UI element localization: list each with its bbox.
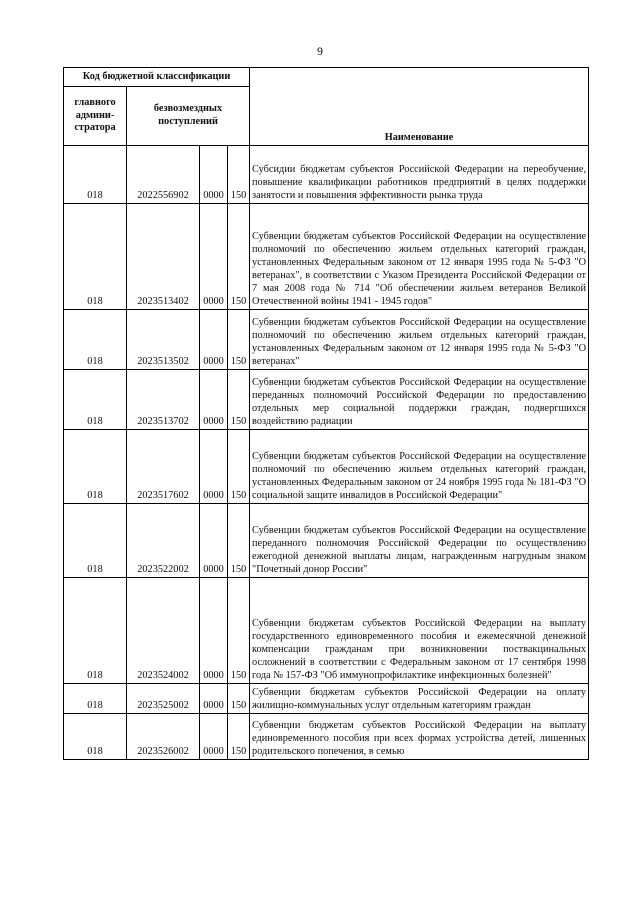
- cell-code: 2023525002: [127, 684, 200, 714]
- table-row: [64, 578, 589, 684]
- cell-name: Субвенции бюджетам субъектов Российской Федерации на оплату жилищно-коммунальных услуг отдельным категориям граждан: [250, 684, 589, 714]
- cell-end: 150: [228, 504, 250, 578]
- header-group: Код бюджетной классификации: [64, 68, 250, 87]
- cell-mid: 0000: [200, 146, 228, 204]
- cell-admin: 018: [64, 504, 127, 578]
- cell-end: 150: [228, 430, 250, 504]
- cell-mid: 0000: [200, 714, 228, 760]
- cell-code: 2023517602: [127, 430, 200, 504]
- cell-mid: 0000: [200, 370, 228, 430]
- table-row: [64, 146, 589, 204]
- cell-mid: 0000: [200, 204, 228, 310]
- table-row: [64, 310, 589, 370]
- header-receipts: безвозмездных поступлений: [127, 87, 250, 146]
- cell-mid: 0000: [200, 684, 228, 714]
- cell-end: 150: [228, 684, 250, 714]
- cell-end: 150: [228, 310, 250, 370]
- table-row: [64, 370, 589, 430]
- cell-code: 2022556902: [127, 146, 200, 204]
- cell-end: 150: [228, 370, 250, 430]
- cell-admin: 018: [64, 578, 127, 684]
- table-row: [64, 204, 589, 310]
- cell-name: Субвенции бюджетам субъектов Российской Федерации на осуществление полномочий по обеспечению жильем отдельных категорий граждан, установленных Федеральным законом от 12 января 1995 года № 5-ФЗ "О ветеранах": [250, 310, 589, 370]
- cell-name: Субвенции бюджетам субъектов Российской Федерации на выплату единовременного пособия при всех формах устройства детей, лишенных родительского попечения, в семью: [250, 714, 589, 760]
- cell-end: 150: [228, 204, 250, 310]
- cell-code: 2023526002: [127, 714, 200, 760]
- cell-name: Субвенции бюджетам субъектов Российской Федерации на осуществление переданного полномочия Российской Федерации по осуществлению ежегодной денежной выплаты лицам, награжденным нагрудным знаком "Почетный донор России": [250, 504, 589, 578]
- cell-admin: 018: [64, 714, 127, 760]
- cell-end: 150: [228, 146, 250, 204]
- cell-code: 2023524002: [127, 578, 200, 684]
- table-body: [64, 146, 589, 760]
- cell-admin: 018: [64, 310, 127, 370]
- cell-code: 2023513702: [127, 370, 200, 430]
- cell-mid: 0000: [200, 578, 228, 684]
- table-row: [64, 714, 589, 760]
- cell-admin: 018: [64, 146, 127, 204]
- cell-admin: 018: [64, 204, 127, 310]
- cell-admin: 018: [64, 370, 127, 430]
- cell-mid: 0000: [200, 310, 228, 370]
- cell-code: 2023513502: [127, 310, 200, 370]
- budget-classification-table: [63, 67, 589, 760]
- cell-end: 150: [228, 714, 250, 760]
- cell-code: 2023513402: [127, 204, 200, 310]
- cell-end: 150: [228, 578, 250, 684]
- cell-name: Субвенции бюджетам субъектов Российской Федерации на осуществление полномочий по обеспечению жильем отдельных категорий граждан, установленных Федеральным законом от 24 ноября 1995 года № 181-ФЗ "О социальной защите инвалидов в Российской Федерации": [250, 430, 589, 504]
- header-admin: главного админи-стратора: [64, 87, 127, 146]
- page-number: 9: [317, 44, 323, 58]
- cell-name: Субвенции бюджетам субъектов Российской Федерации на осуществление переданных полномочий Российской Федерации по предоставлению отдельных мер социальной поддержки граждан, подвергшихся воздействию радиации: [250, 370, 589, 430]
- cell-code: 2023522002: [127, 504, 200, 578]
- table-row: [64, 430, 589, 504]
- cell-mid: 0000: [200, 430, 228, 504]
- cell-mid: 0000: [200, 504, 228, 578]
- cell-name: Субвенции бюджетам субъектов Российской Федерации на выплату государственного единовременного пособия и ежемесячной денежной компенсации гражданам при возникновении поствакцинальных осложнений в соответствии с Федеральным законом от 17 сентября 1998 года № 157-ФЗ "Об иммунопрофилактике инфекционных болезней": [250, 578, 589, 684]
- cell-name: Субвенции бюджетам субъектов Российской Федерации на осуществление полномочий по обеспечению жильем отдельных категорий граждан, установленных Федеральным законом от 12 января 1995 года № 5-ФЗ "О ветеранах", в соответствии с Указом Президента Российской Федерации от 7 мая 2008 года № 714 "Об обеспечении жильем ветеранов Великой Отечественной войны 1941 - 1945 годов": [250, 204, 589, 310]
- table-row: [64, 504, 589, 578]
- table-row: [64, 684, 589, 714]
- cell-admin: 018: [64, 430, 127, 504]
- cell-name: Субсидии бюджетам субъектов Российской Федерации на переобучение, повышение квалификации работников предприятий в целях поддержки занятости и повышения эффективности рынка труда: [250, 146, 589, 204]
- header-name: Наименование: [250, 68, 589, 146]
- cell-admin: 018: [64, 684, 127, 714]
